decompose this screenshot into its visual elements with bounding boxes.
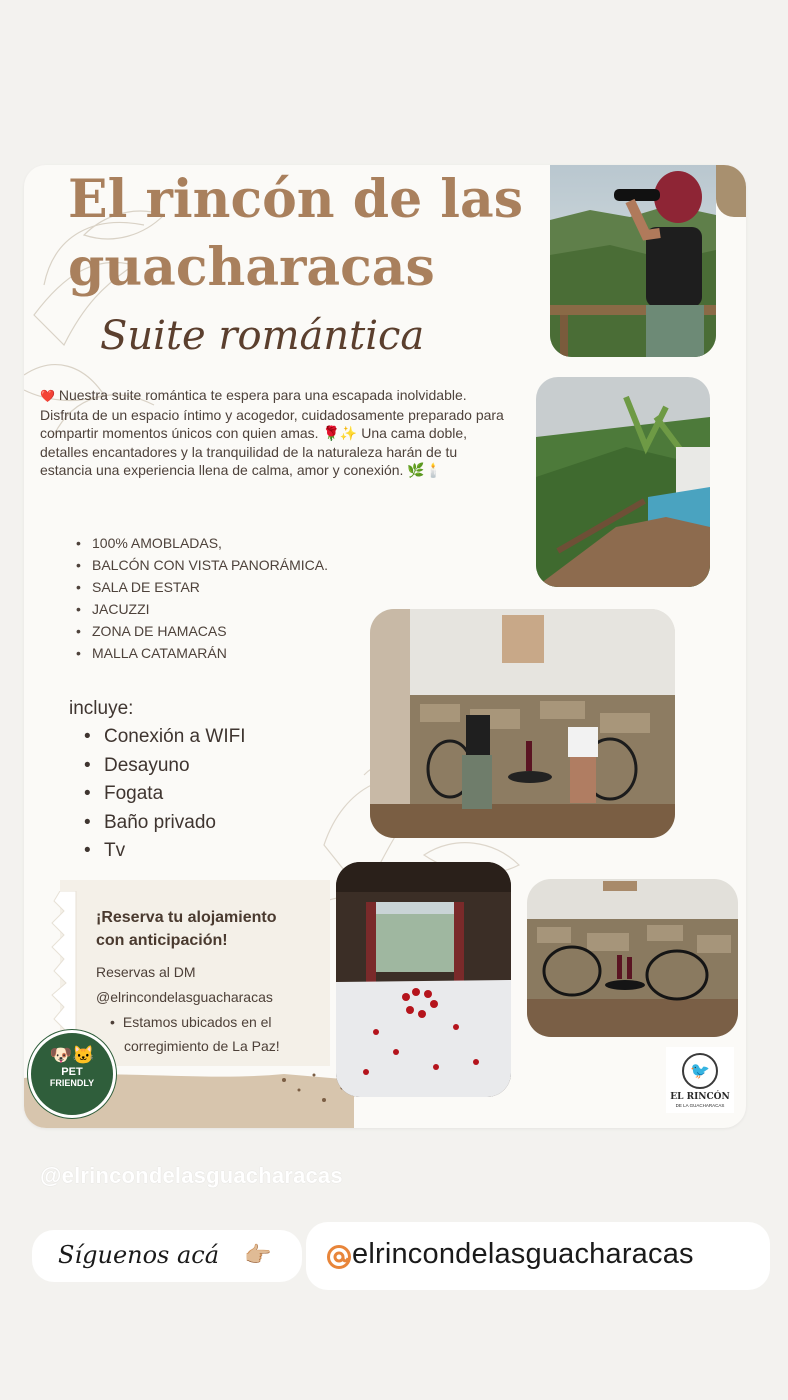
list-item: • Fogata (78, 780, 338, 809)
reservation-title-line-1: ¡Reserva tu alojamiento (96, 909, 277, 926)
description (40, 386, 506, 480)
brand-logo (666, 1047, 734, 1113)
pet-badge-bottom: FRIENDLY (49, 1078, 95, 1088)
photo-binoculars-image (550, 165, 716, 357)
list-item: • JACUZZI (70, 598, 400, 620)
pet-badge-top: PET (61, 1066, 83, 1078)
list-item: • Baño privado (78, 809, 338, 838)
photo-bed-image (336, 862, 511, 1097)
list-item: • Tv (78, 837, 338, 866)
photo-chairs-image (527, 879, 738, 1037)
follow-label: Síguenos acá (58, 1241, 220, 1269)
heart-icon: ❤️ (40, 389, 55, 403)
photo-couple (370, 609, 675, 838)
includes-heading: incluye: (69, 698, 134, 719)
mention-sticker-ghost[interactable]: @elrincondelasguacharacas (40, 1163, 343, 1188)
location-bullet: • Estamos ubicados en el (110, 1014, 272, 1030)
torn-paper-edge-icon (46, 891, 86, 1041)
list-item: • Conexión a WIFI (78, 723, 338, 752)
threads-icon (326, 1244, 352, 1270)
list-item: • ZONA DE HAMACAS (70, 620, 400, 642)
logo-sub: DE LA GUACHARACAS (675, 1103, 725, 1108)
subtitle-script: Suite romántica (100, 313, 425, 359)
paper-strip (716, 165, 746, 217)
pointing-hand-icon: 👉🏼 (244, 1242, 272, 1267)
location-line-2: corregimiento de La Paz! (124, 1038, 280, 1054)
handle-sticker[interactable] (306, 1222, 770, 1290)
photo-jacuzzi (536, 377, 710, 587)
photo-jacuzzi-image (536, 377, 710, 587)
follow-sticker[interactable] (32, 1230, 302, 1282)
list-item: • MALLA CATAMARÁN (70, 642, 400, 664)
list-item: • SALA DE ESTAR (70, 576, 400, 598)
handle-text: elrincondelasguacharacas (352, 1238, 694, 1270)
list-item: • BALCÓN CON VISTA PANORÁMICA. (70, 554, 400, 576)
logo-name: EL RINCÓN (670, 1092, 730, 1102)
list-item: • Desayuno (78, 752, 338, 781)
list-item: • 100% AMOBLADAS, (70, 532, 400, 554)
photo-couple-image (370, 609, 675, 838)
photo-binoculars (550, 165, 716, 357)
location-line-1: Estamos ubicados en el (122, 1014, 272, 1030)
amenities-list (70, 532, 400, 664)
photo-chairs (527, 879, 738, 1037)
description-text: Nuestra suite romántica te espera para una escapada inolvidable. Disfruta de un espacio íntimo y acogedor, cuidadosamente preparado para compartir momentos únicos con quien amas. 🌹✨ Una cama doble, detalles encantadores y la tranquilidad de la naturaleza harán de tu estancia una experiencia llena de calma, amor y conexión. 🌿🕯️ (40, 387, 504, 478)
reservation-handle-line: @elrincondelasguacharacas (96, 989, 273, 1005)
reservation-dm-line: Reservas al DM (96, 964, 196, 980)
title-line-2: guacharacas (68, 237, 435, 298)
includes-list (78, 723, 338, 866)
bird-icon: 🐦 (682, 1053, 718, 1089)
pet-friendly-badge (28, 1030, 116, 1118)
title-line-1: El rincón de las (68, 169, 523, 230)
reservation-title-line-2: con anticipación! (96, 932, 228, 949)
story-card (24, 165, 746, 1128)
pet-icon: 🐶🐱 (49, 1045, 95, 1065)
photo-bed (336, 862, 511, 1097)
